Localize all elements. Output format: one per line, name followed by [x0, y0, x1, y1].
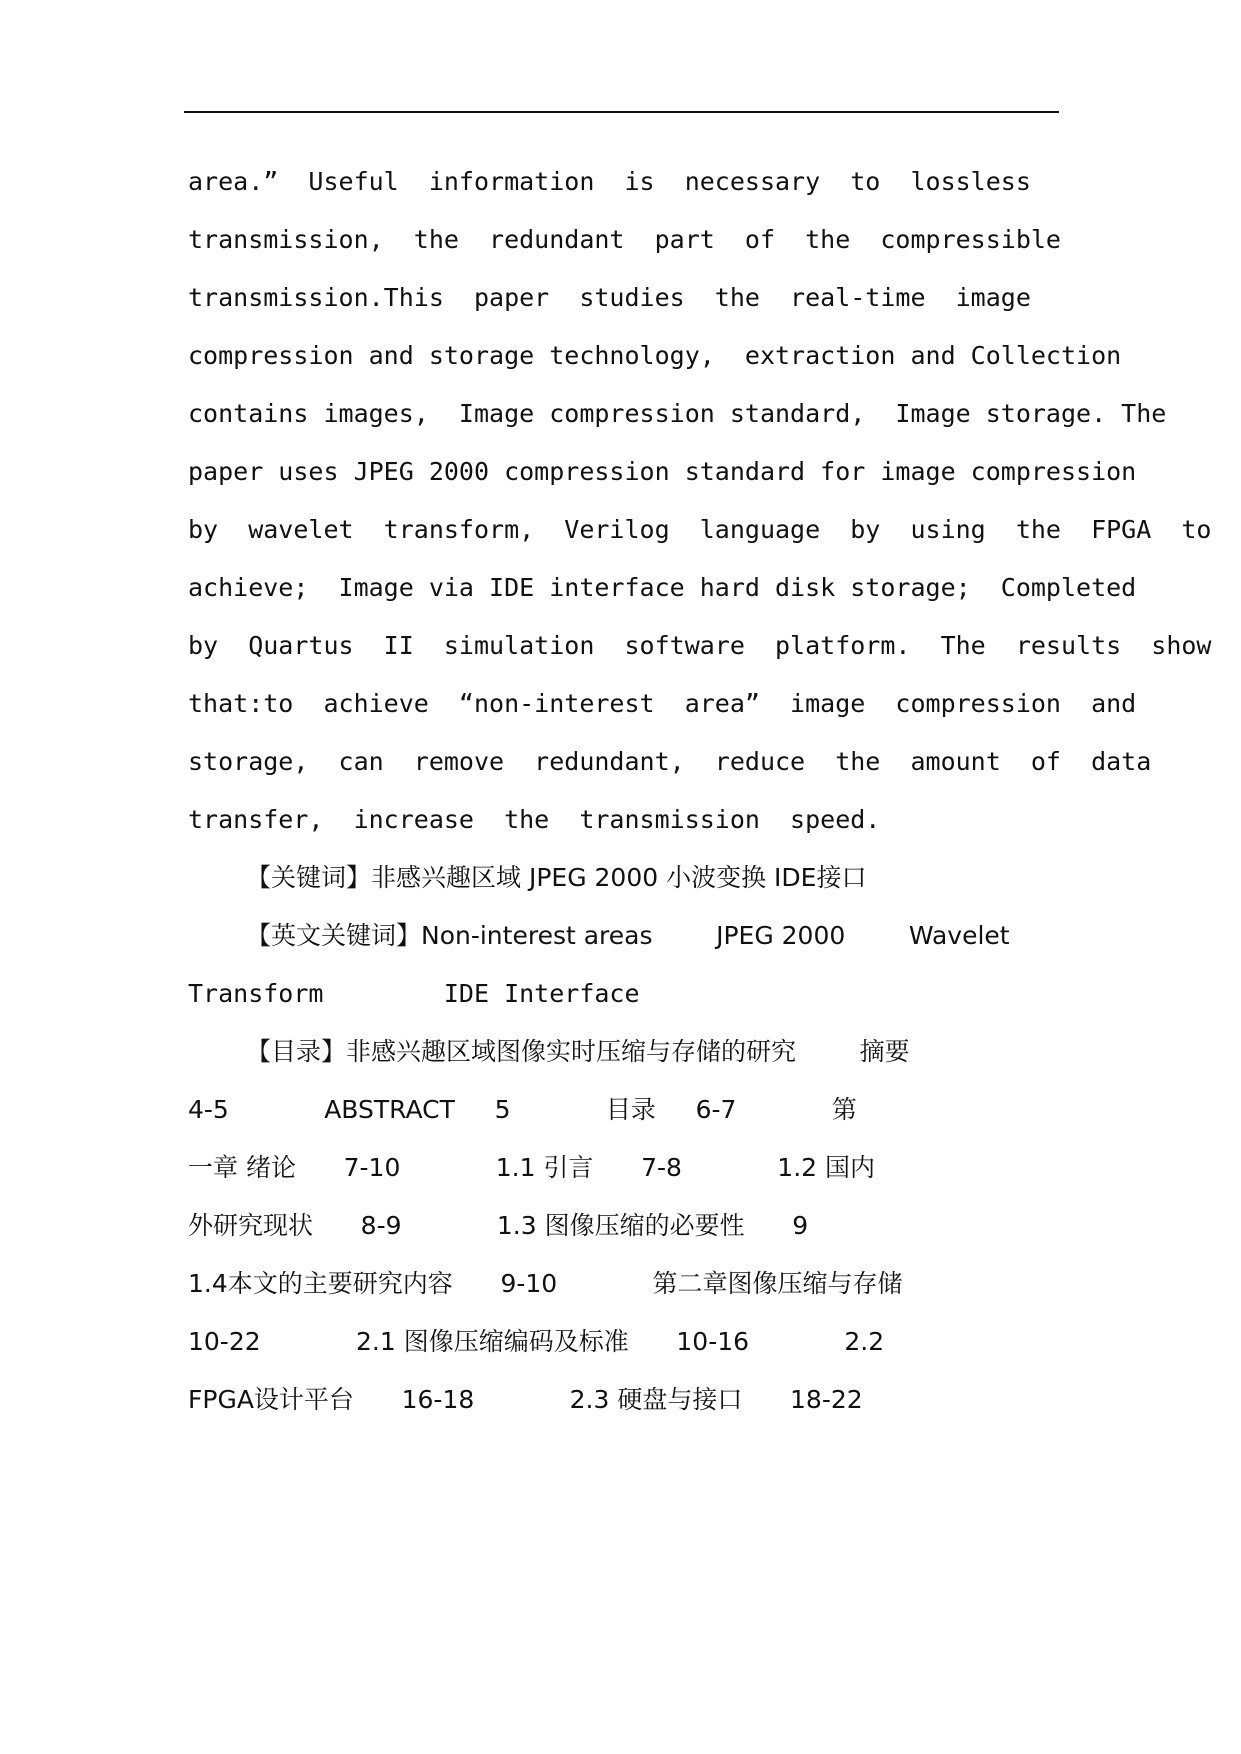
keywords-en-line-1: 【英文关键词】Non-interest areas JPEG 2000 Wavelet	[246, 921, 1010, 950]
keywords-cn: 【关键词】非感兴趣区域 JPEG 2000 小波变换 IDE接口	[246, 863, 867, 892]
toc-line-4: 外研究现状 8-9 1.3 图像压缩的必要性 9	[188, 1211, 809, 1240]
toc-line-2: 4-5 ABSTRACT 5 目录 6-7 第	[188, 1095, 857, 1124]
abstract-line-9: by Quartus II simulation software platform. The results show	[188, 631, 1212, 660]
abstract-line-1: area.” Useful information is necessary to lossless	[188, 167, 1031, 196]
header-rule	[184, 111, 1059, 113]
toc-line-1: 【目录】非感兴趣区域图像实时压缩与存储的研究 摘要	[246, 1037, 910, 1066]
abstract-line-8: achieve; Image via IDE interface hard disk storage; Completed	[188, 573, 1137, 602]
abstract-line-12: transfer, increase the transmission speed.	[188, 805, 881, 834]
abstract-line-3: transmission.This paper studies the real-time image	[188, 283, 1031, 312]
abstract-line-5: contains images, Image compression standard, Image storage. The	[188, 399, 1167, 428]
abstract-line-6: paper uses JPEG 2000 compression standard for image compression	[188, 457, 1137, 486]
toc-line-7: FPGA设计平台 16-18 2.3 硬盘与接口 18-22	[188, 1385, 863, 1414]
abstract-line-4: compression and storage technology, extraction and Collection	[188, 341, 1122, 370]
toc-line-5: 1.4本文的主要研究内容 9-10 第二章图像压缩与存储	[188, 1269, 903, 1298]
abstract-line-11: storage, can remove redundant, reduce the amount of data	[188, 747, 1152, 776]
abstract-line-10: that:to achieve “non-interest area” image compression and	[188, 689, 1137, 718]
toc-line-6: 10-22 2.1 图像压缩编码及标准 10-16 2.2	[188, 1327, 885, 1356]
toc-line-3: 一章 绪论 7-10 1.1 引言 7-8 1.2 国内	[188, 1153, 876, 1182]
abstract-line-7: by wavelet transform, Verilog language by using the FPGA to	[188, 515, 1212, 544]
abstract-line-2: transmission, the redundant part of the compressible	[188, 225, 1061, 254]
keywords-en-line-2: Transform IDE Interface	[188, 979, 640, 1008]
